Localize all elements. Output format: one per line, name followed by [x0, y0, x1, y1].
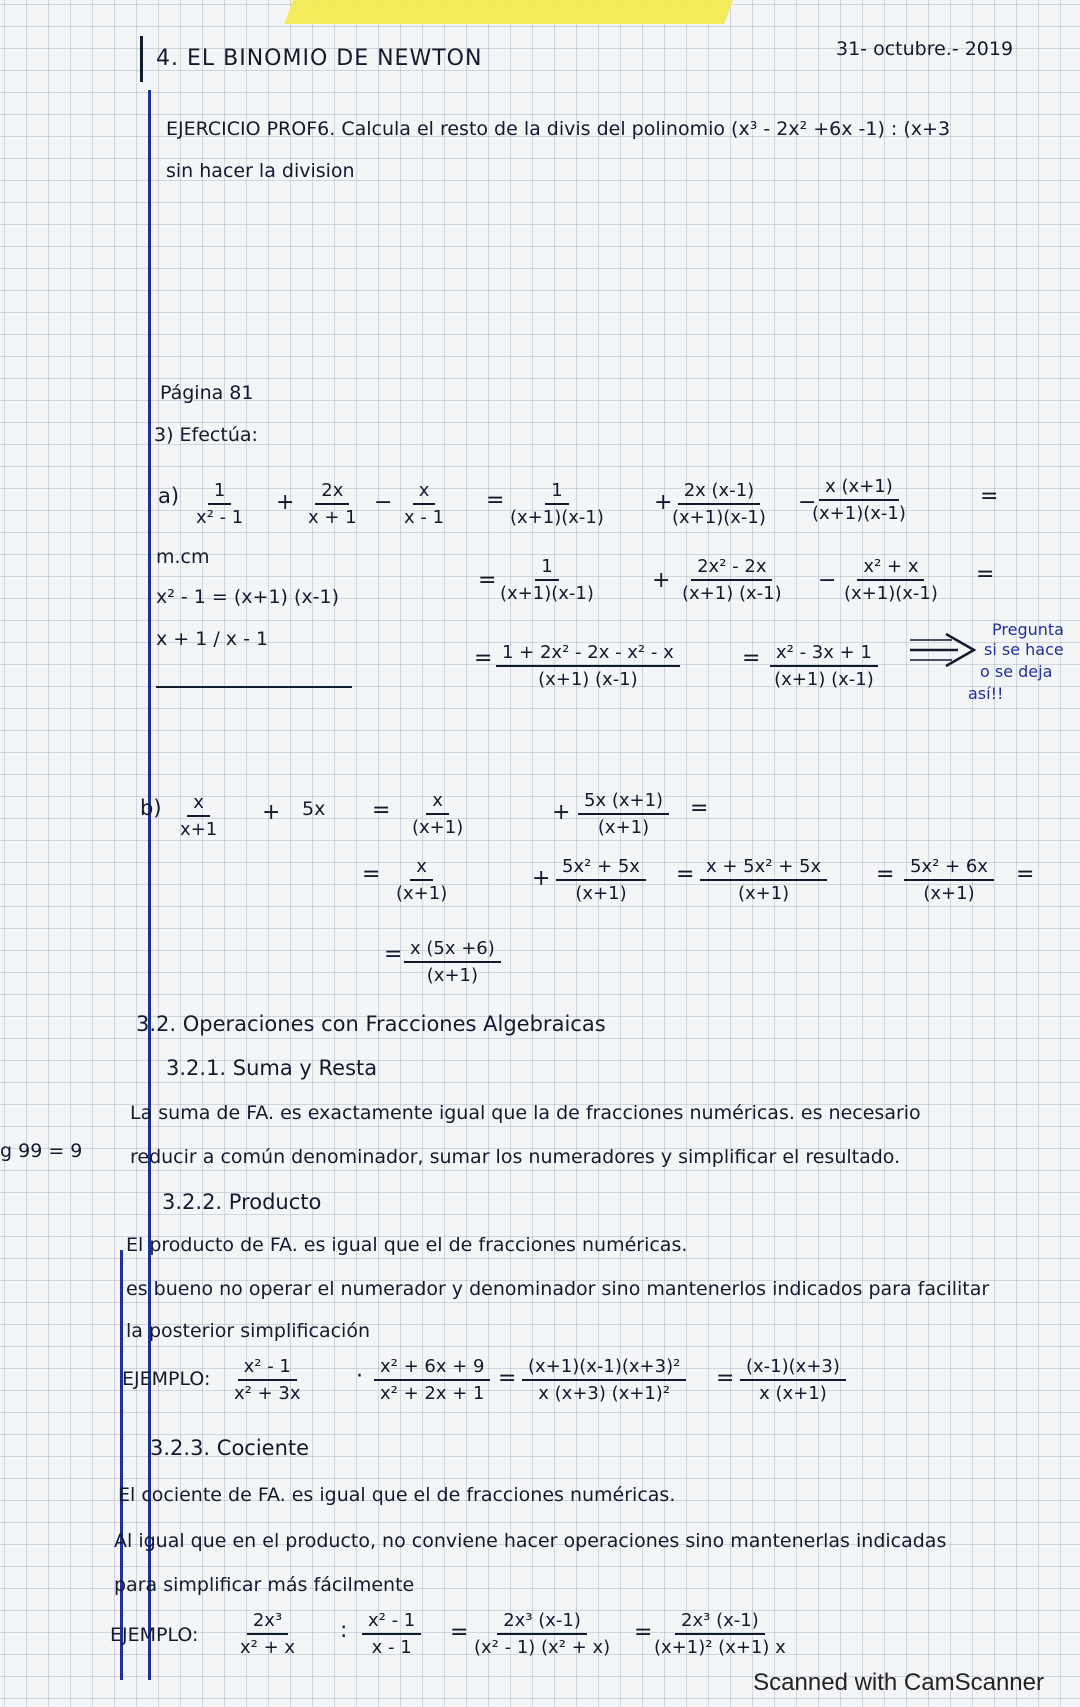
note-line-3: o se deja	[980, 662, 1053, 681]
part-a-combined	[496, 642, 680, 690]
quotient-example-fraction-4	[654, 1610, 786, 1658]
exercise-line-2: sin hacer la division	[166, 160, 355, 182]
quotient-text-line-2: Al igual que en el producto, no conviene hacer operaciones sino mantenerlas indicadas	[114, 1530, 947, 1552]
part-b-label: b)	[140, 796, 162, 820]
equals-sign: =	[676, 862, 695, 887]
plus-sign: +	[276, 490, 295, 515]
denominator: x+1	[180, 819, 218, 840]
denominator: (x+1)	[737, 883, 790, 904]
numerator: (x+1)(x-1)(x+3)²	[522, 1356, 686, 1381]
part-b-result-2	[578, 790, 669, 838]
mcm-factorization: x² - 1 = (x+1) (x-1)	[156, 586, 340, 608]
part-b-result-1	[412, 790, 463, 838]
denominator: (x+1)(x-1)	[844, 583, 938, 604]
note-line-2: si se hace	[984, 640, 1064, 659]
part-b-term: 5x	[302, 798, 326, 820]
highlighter-stroke	[284, 0, 736, 24]
denominator: x² + 2x + 1	[380, 1383, 485, 1404]
minus-sign: −	[798, 490, 817, 515]
denominator: (x+1)	[597, 817, 650, 838]
product-text-line-1: El producto de FA. es igual que el de fracciones numéricas.	[126, 1234, 688, 1256]
part-a-fraction-1	[196, 480, 243, 528]
quotient-example-label: EJEMPLO:	[110, 1624, 199, 1646]
subsection-title-sum: 3.2.1. Suma y Resta	[166, 1056, 378, 1080]
plus-sign: +	[654, 490, 673, 515]
mcm-factors: x + 1 / x - 1	[156, 628, 269, 650]
equals-sign: =	[690, 796, 709, 821]
product-text-line-3: la posterior simplificación	[126, 1320, 371, 1342]
numerator: 5x² + 6x	[904, 856, 994, 881]
part-a-result-3	[812, 476, 906, 524]
equals-sign: =	[478, 568, 497, 593]
plus-sign: +	[652, 568, 671, 593]
equals-sign: =	[634, 1620, 653, 1645]
denominator: (x+1) (x-1)	[774, 669, 874, 690]
multiply-dot: ·	[356, 1364, 363, 1389]
equals-sign: =	[372, 798, 391, 823]
numerator: x² + x	[857, 556, 924, 581]
numerator: x + 5x² + 5x	[700, 856, 827, 881]
plus-sign: +	[532, 866, 551, 891]
denominator: (x² - 1) (x² + x)	[474, 1637, 611, 1658]
denominator: (x+1)(x-1)	[510, 507, 604, 528]
equals-sign: =	[450, 1620, 469, 1645]
product-example-fraction-2	[374, 1356, 490, 1404]
equals-sign: =	[498, 1366, 517, 1391]
mcm-divider	[156, 686, 352, 688]
arrow-icon	[908, 626, 988, 676]
numerator: 2x² - 2x	[691, 556, 772, 581]
numerator: 2x (x-1)	[678, 480, 760, 505]
denominator: x² + x	[240, 1637, 296, 1658]
denominator: (x+1)	[923, 883, 975, 904]
numerator: 1	[208, 480, 231, 505]
numerator: x (5x +6)	[404, 938, 501, 963]
plus-sign: +	[552, 800, 571, 825]
denominator: (x+1) (x-1)	[682, 583, 782, 604]
numerator: 1 + 2x² - 2x - x² - x	[496, 642, 680, 667]
product-example-fraction-3	[522, 1356, 686, 1404]
part-a-result-2	[672, 480, 766, 528]
equals-sign: =	[384, 942, 403, 967]
numerator: x² - 1	[362, 1610, 421, 1635]
denominator: (x+1)	[396, 883, 448, 904]
denominator: x² - 1	[196, 507, 244, 528]
numerator: x² + 6x + 9	[374, 1356, 490, 1381]
numerator: x	[426, 790, 449, 815]
equals-sign: =	[716, 1366, 735, 1391]
part-a-step-2	[682, 556, 782, 604]
denominator: (x+1)	[412, 817, 464, 838]
denominator: (x+1)	[575, 883, 627, 904]
denominator: x (x+3) (x+1)²	[538, 1383, 671, 1404]
section-title: 3.2. Operaciones con Fracciones Algebraicas	[136, 1012, 606, 1036]
numerator: 1	[545, 480, 568, 505]
product-text-line-2: es bueno no operar el numerador y denominador sino mantenerlos indicados para facilitar	[126, 1278, 990, 1300]
equals-sign: =	[876, 862, 895, 887]
equals-sign: =	[980, 484, 999, 509]
subsection-title-product: 3.2.2. Producto	[162, 1190, 322, 1214]
numerator: x (x+1)	[819, 476, 899, 501]
divide-sign: :	[340, 1618, 348, 1643]
numerator: x² - 1	[238, 1356, 297, 1381]
plus-sign: +	[262, 800, 281, 825]
note-line-4: así!!	[968, 684, 1004, 703]
margin-note: g 99 = 9	[0, 1140, 83, 1162]
denominator: (x+1)(x-1)	[812, 503, 906, 524]
part-b-step-4	[904, 856, 994, 904]
quotient-example-fraction-2	[362, 1610, 421, 1658]
part-b-fraction-1	[180, 792, 217, 840]
sum-text-line-2: reducir a común denominador, sumar los numeradores y simplificar el resultado.	[130, 1146, 901, 1168]
denominator: (x+1) (x-1)	[538, 669, 638, 690]
title-bracket	[140, 36, 143, 82]
product-example-fraction-1	[234, 1356, 301, 1404]
task-label: 3) Efectúa:	[154, 424, 258, 446]
denominator: (x+1)² (x+1) x	[654, 1637, 786, 1658]
minus-sign: −	[818, 568, 837, 593]
equals-sign: =	[976, 562, 995, 587]
numerator: x² - 3x + 1	[770, 642, 878, 667]
quotient-example-fraction-3	[474, 1610, 610, 1658]
equals-sign: =	[486, 488, 505, 513]
denominator: (x+1)	[426, 965, 478, 986]
page-reference: Página 81	[160, 382, 254, 404]
margin-line-lower	[120, 1250, 123, 1680]
numerator: 5x (x+1)	[578, 790, 669, 815]
product-example-label: EJEMPLO:	[122, 1368, 211, 1390]
denominator: x (x+1)	[759, 1383, 827, 1404]
sum-text-line-1: La suma de FA. es exactamente igual que la de fracciones numéricas. es necesario	[130, 1102, 921, 1124]
part-b-step-1	[396, 856, 447, 904]
part-a-result-1	[510, 480, 604, 528]
part-a-fraction-2	[308, 480, 357, 528]
equals-sign: =	[742, 646, 761, 671]
part-b-step-2	[556, 856, 646, 904]
numerator: (x-1)(x+3)	[740, 1356, 846, 1381]
quotient-example-fraction-1	[240, 1610, 295, 1658]
numerator: 1	[535, 556, 558, 581]
part-a-label: a)	[158, 484, 180, 508]
equals-sign: =	[362, 862, 381, 887]
denominator: (x+1)(x-1)	[672, 507, 766, 528]
scanner-watermark: Scanned with CamScanner	[753, 1669, 1044, 1696]
numerator: 5x² + 5x	[556, 856, 646, 881]
equals-sign: =	[1016, 862, 1035, 887]
part-b-step-3	[700, 856, 827, 904]
part-a-final	[770, 642, 878, 690]
part-a-step-1	[500, 556, 594, 604]
page-date: 31- octubre.- 2019	[836, 38, 1014, 60]
subsection-title-quotient: 3.2.3. Cociente	[150, 1436, 310, 1460]
denominator: x² + 3x	[234, 1383, 301, 1404]
product-example-fraction-4	[740, 1356, 846, 1404]
numerator: 2x	[315, 480, 349, 505]
part-b-final	[404, 938, 501, 986]
exercise-line-1: EJERCICIO PROF6. Calcula el resto de la divis del polinomio (x³ - 2x² +6x -1) : (x+3	[166, 118, 951, 140]
denominator: (x+1)(x-1)	[500, 583, 594, 604]
numerator: x	[413, 480, 436, 505]
denominator: x - 1	[371, 1637, 412, 1658]
equals-sign: =	[474, 646, 493, 671]
quotient-text-line-3: para simplificar más fácilmente	[114, 1574, 415, 1596]
numerator: 2x³ (x-1)	[675, 1610, 765, 1635]
denominator: x + 1	[308, 507, 357, 528]
minus-sign: −	[374, 490, 393, 515]
numerator: x	[410, 856, 433, 881]
part-a-step-3	[844, 556, 938, 604]
mcm-label: m.cm	[156, 546, 210, 568]
denominator: x - 1	[404, 507, 445, 528]
numerator: 2x³ (x-1)	[497, 1610, 587, 1635]
part-a-fraction-3	[404, 480, 444, 528]
numerator: 2x³	[247, 1610, 288, 1635]
numerator: x	[187, 792, 210, 817]
quotient-text-line-1: El cociente de FA. es igual que el de fracciones numéricas.	[118, 1484, 676, 1506]
page-title: 4. EL BINOMIO DE NEWTON	[156, 46, 483, 71]
note-line-1: Pregunta	[992, 620, 1064, 639]
